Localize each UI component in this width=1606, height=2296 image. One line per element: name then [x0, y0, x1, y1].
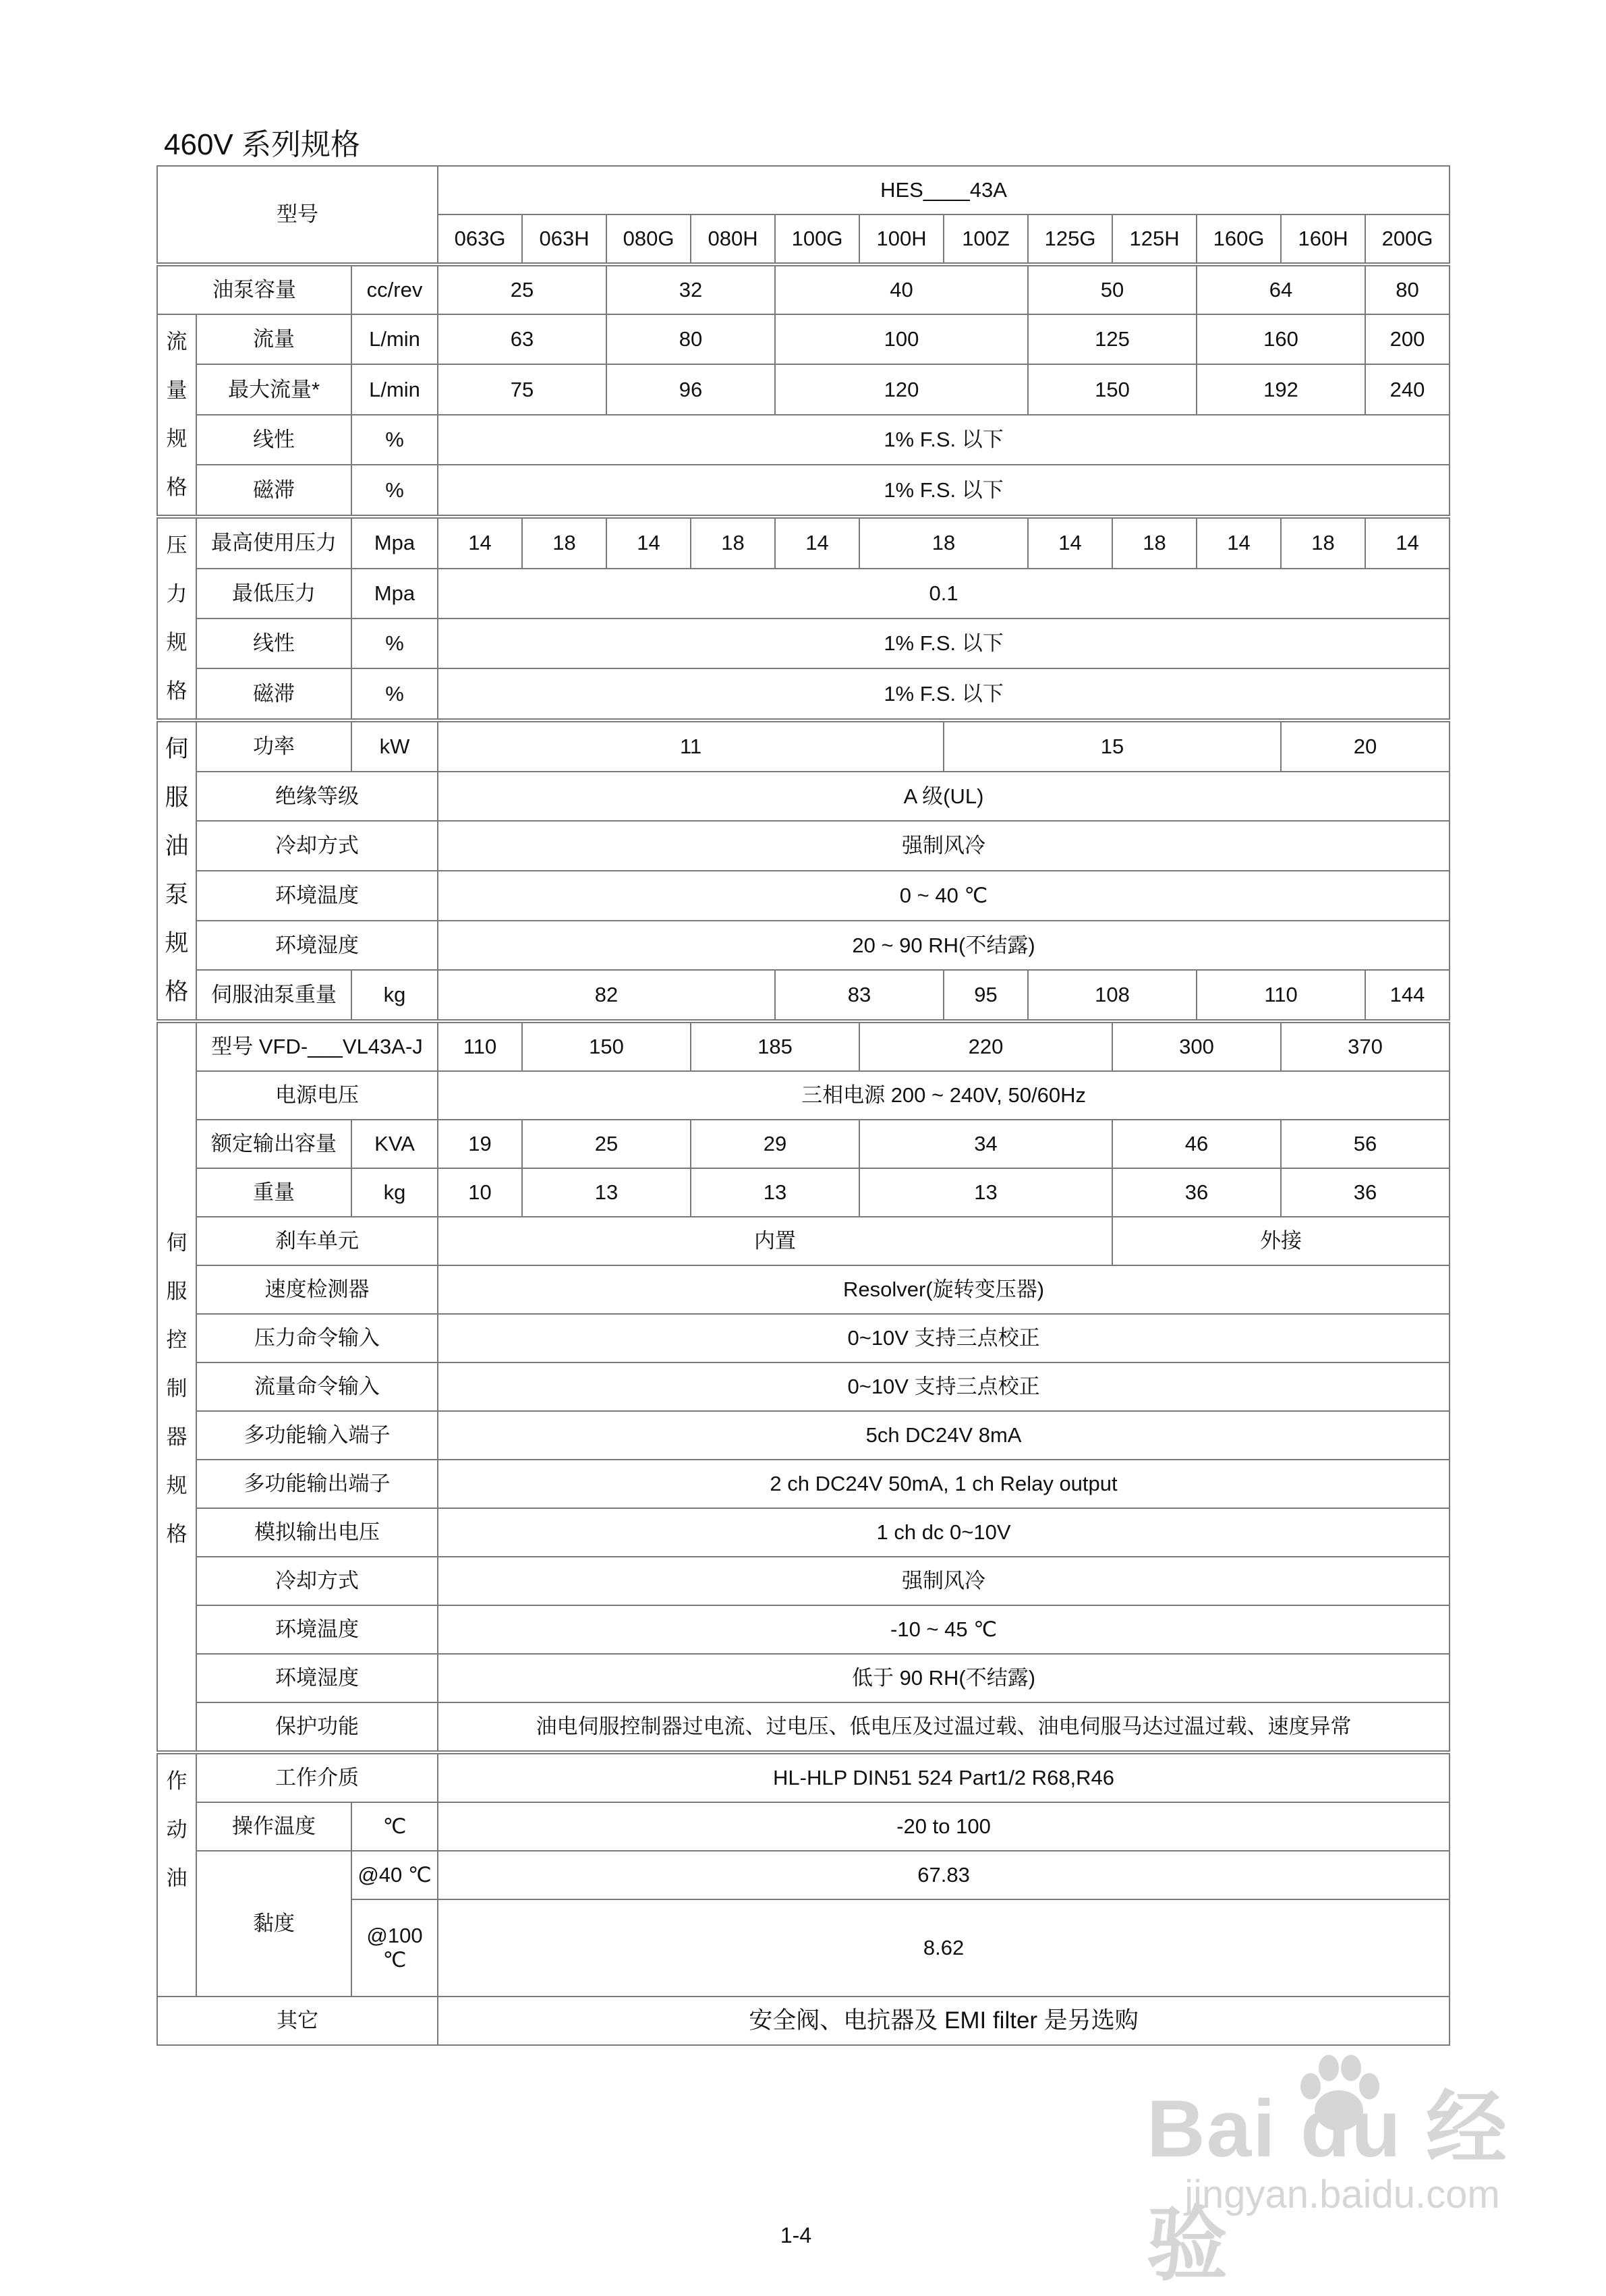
- row-label: 重量: [196, 1168, 351, 1217]
- category-pressure: 压力规格: [157, 517, 196, 720]
- model-code: 100Z: [944, 214, 1028, 264]
- row-pump-humidity: [157, 921, 1450, 971]
- cell-value: A 级(UL): [438, 772, 1450, 822]
- cell-value: 80: [606, 314, 775, 364]
- row-label: 流量: [196, 314, 351, 364]
- cell-value: 19: [438, 1120, 522, 1168]
- row-multi-in: [157, 1411, 1450, 1460]
- cell-value: 11: [438, 720, 944, 772]
- row-protection: [157, 1702, 1450, 1752]
- watermark: [1106, 2037, 1578, 2290]
- row-pressure-cmd: [157, 1314, 1450, 1362]
- category-oil: 作动油: [157, 1752, 196, 1997]
- cell-value: 150: [522, 1021, 691, 1071]
- model-series: HES____43A: [438, 166, 1450, 214]
- watermark-url: jingyan.baidu.com: [1184, 2173, 1500, 2216]
- cell-value: 192: [1197, 364, 1365, 414]
- cell-value: 1% F.S. 以下: [438, 415, 1450, 465]
- cell-value: 8.62: [438, 1899, 1450, 1997]
- model-code: 160H: [1281, 214, 1365, 264]
- category-servo-pump: 伺服油泵规格: [157, 720, 196, 1021]
- cell-value: 0~10V 支持三点校正: [438, 1314, 1450, 1362]
- cell-value: 36: [1112, 1168, 1281, 1217]
- cell-value: 0.1: [438, 569, 1450, 619]
- row-pump-capacity: [157, 264, 1450, 314]
- row-unit: L/min: [351, 314, 438, 364]
- cell-value: 14: [1365, 517, 1450, 569]
- row-label: 多功能输出端子: [196, 1460, 438, 1508]
- cell-value: 95: [944, 970, 1028, 1021]
- cell-value: 63: [438, 314, 606, 364]
- row-flow-hysteresis: [157, 465, 1450, 517]
- cell-value: 0 ~ 40 ℃: [438, 871, 1450, 921]
- row-unit: L/min: [351, 364, 438, 414]
- cell-value: 96: [606, 364, 775, 414]
- row-insulation: [157, 772, 1450, 822]
- model-code: 080H: [691, 214, 775, 264]
- row-pressure-hysteresis: [157, 668, 1450, 720]
- row-pump-cooling: [157, 821, 1450, 871]
- row-max-pressure: [157, 517, 1450, 569]
- cell-value: 29: [691, 1120, 859, 1168]
- row-unit: %: [351, 619, 438, 668]
- header-row-1: [157, 166, 1450, 214]
- row-speed-detector: [157, 1265, 1450, 1314]
- row-label: 环境湿度: [196, 1654, 438, 1702]
- row-controller-weight: [157, 1168, 1450, 1217]
- row-output-capacity: [157, 1120, 1450, 1168]
- cell-value: 160: [1197, 314, 1365, 364]
- row-label: 工作介质: [196, 1752, 438, 1802]
- cell-value: 240: [1365, 364, 1450, 414]
- row-op-temp: [157, 1802, 1450, 1851]
- row-label: 流量命令输入: [196, 1362, 438, 1411]
- cell-value: 108: [1028, 970, 1197, 1021]
- row-controller-model: [157, 1021, 1450, 1071]
- cell-value: 5ch DC24V 8mA: [438, 1411, 1450, 1460]
- cell-value: 25: [522, 1120, 691, 1168]
- row-label: 环境温度: [196, 1605, 438, 1654]
- row-label: 环境湿度: [196, 921, 438, 971]
- cell-value: 34: [859, 1120, 1112, 1168]
- row-label: 其它: [157, 1997, 438, 2045]
- cell-value: Resolver(旋转变压器): [438, 1265, 1450, 1314]
- cell-value: 370: [1281, 1021, 1450, 1071]
- cell-value: 46: [1112, 1120, 1281, 1168]
- row-unit: ℃: [351, 1802, 438, 1851]
- row-unit: kg: [351, 970, 438, 1021]
- row-label: 电源电压: [196, 1071, 438, 1120]
- page-number: 1-4: [780, 2223, 812, 2247]
- model-code: 063H: [522, 214, 606, 264]
- cell-value: 185: [691, 1021, 859, 1071]
- cell-value: 1% F.S. 以下: [438, 619, 1450, 668]
- row-pump-temp: [157, 871, 1450, 921]
- cell-value: 56: [1281, 1120, 1450, 1168]
- cell-value: 67.83: [438, 1851, 1450, 1899]
- row-unit: cc/rev: [351, 264, 438, 314]
- model-code: 160G: [1197, 214, 1281, 264]
- row-max-flow: [157, 364, 1450, 414]
- row-label: 模拟输出电压: [196, 1508, 438, 1557]
- cell-value: 36: [1281, 1168, 1450, 1217]
- cell-value: 144: [1365, 970, 1450, 1021]
- cell-value: 80: [1365, 264, 1450, 314]
- row-viscosity-40: [157, 1851, 1450, 1899]
- row-multi-out: [157, 1460, 1450, 1508]
- cell-value: 1 ch dc 0~10V: [438, 1508, 1450, 1557]
- cell-value: 300: [1112, 1021, 1281, 1071]
- row-flow: [157, 314, 1450, 364]
- cell-value: 安全阀、电抗器及 EMI filter 是另选购: [438, 1997, 1450, 2045]
- model-code: 100H: [859, 214, 944, 264]
- cell-value: 强制风冷: [438, 821, 1450, 871]
- model-label: 型号: [157, 166, 438, 264]
- cell-value: 18: [522, 517, 606, 569]
- row-label: 伺服油泵重量: [196, 970, 351, 1021]
- model-code: 200G: [1365, 214, 1450, 264]
- row-label: 额定输出容量: [196, 1120, 351, 1168]
- row-label: 黏度: [196, 1851, 351, 1997]
- row-min-pressure: [157, 569, 1450, 619]
- cell-value: 64: [1197, 264, 1365, 314]
- row-unit: kg: [351, 1168, 438, 1217]
- row-analog-out: [157, 1508, 1450, 1557]
- row-label: 环境温度: [196, 871, 438, 921]
- row-label: 刹车单元: [196, 1217, 438, 1265]
- cell-value: 75: [438, 364, 606, 414]
- cell-value: 82: [438, 970, 775, 1021]
- cell-value: -20 to 100: [438, 1802, 1450, 1851]
- cell-value: 20: [1281, 720, 1450, 772]
- row-unit: Mpa: [351, 569, 438, 619]
- cell-value: 120: [775, 364, 1028, 414]
- cell-value: 外接: [1112, 1217, 1450, 1265]
- model-code: 100G: [775, 214, 859, 264]
- cell-value: 40: [775, 264, 1028, 314]
- model-code: 125H: [1112, 214, 1197, 264]
- cell-value: 14: [438, 517, 522, 569]
- category-flow: 流量规格: [157, 314, 196, 517]
- cell-value: 125: [1028, 314, 1197, 364]
- row-label: 速度检测器: [196, 1265, 438, 1314]
- row-label: 冷却方式: [196, 1557, 438, 1605]
- cell-value: 15: [944, 720, 1281, 772]
- model-code: 125G: [1028, 214, 1112, 264]
- row-power: [157, 720, 1450, 772]
- page-title: 460V 系列规格: [164, 128, 360, 161]
- row-label: 压力命令输入: [196, 1314, 438, 1362]
- row-flow-linearity: [157, 415, 1450, 465]
- row-unit: @100 ℃: [351, 1899, 438, 1997]
- cell-value: 150: [1028, 364, 1197, 414]
- cell-value: 32: [606, 264, 775, 314]
- row-unit: %: [351, 415, 438, 465]
- cell-value: 14: [606, 517, 691, 569]
- cell-value: 强制风冷: [438, 1557, 1450, 1605]
- cell-value: 13: [691, 1168, 859, 1217]
- cell-value: 14: [775, 517, 859, 569]
- row-unit: @40 ℃: [351, 1851, 438, 1899]
- category-controller: 伺服控制器规格: [157, 1021, 196, 1752]
- cell-value: 110: [1197, 970, 1365, 1021]
- row-viscosity-100: [157, 1899, 1450, 1997]
- row-label: 操作温度: [196, 1802, 351, 1851]
- row-unit: %: [351, 465, 438, 517]
- cell-value: -10 ~ 45 ℃: [438, 1605, 1450, 1654]
- row-label: 最低压力: [196, 569, 351, 619]
- row-voltage: [157, 1071, 1450, 1120]
- cell-value: 50: [1028, 264, 1197, 314]
- row-label: 多功能输入端子: [196, 1411, 438, 1460]
- row-medium: [157, 1752, 1450, 1802]
- row-controller-temp: [157, 1605, 1450, 1654]
- cell-value: 220: [859, 1021, 1112, 1071]
- cell-value: 25: [438, 264, 606, 314]
- watermark-brand: Bai du 经验: [1147, 2084, 1509, 2290]
- cell-value: 1% F.S. 以下: [438, 668, 1450, 720]
- cell-value: HL-HLP DIN51 524 Part1/2 R68,R46: [438, 1752, 1450, 1802]
- model-code: 080G: [606, 214, 691, 264]
- cell-value: 18: [859, 517, 1028, 569]
- cell-value: 三相电源 200 ~ 240V, 50/60Hz: [438, 1071, 1450, 1120]
- cell-value: 低于 90 RH(不结露): [438, 1654, 1450, 1702]
- row-flow-cmd: [157, 1362, 1450, 1411]
- row-label: 磁滞: [196, 465, 351, 517]
- row-label: 型号 VFD-___VL43A-J: [196, 1021, 438, 1071]
- cell-value: 10: [438, 1168, 522, 1217]
- cell-value: 83: [775, 970, 944, 1021]
- row-label: 磁滞: [196, 668, 351, 720]
- cell-value: 内置: [438, 1217, 1112, 1265]
- row-unit: %: [351, 668, 438, 720]
- row-label: 保护功能: [196, 1702, 438, 1752]
- cell-value: 18: [691, 517, 775, 569]
- row-label: 线性: [196, 415, 351, 465]
- row-label: 油泵容量: [157, 264, 351, 314]
- cell-value: 18: [1112, 517, 1197, 569]
- cell-value: 100: [775, 314, 1028, 364]
- model-code: 063G: [438, 214, 522, 264]
- cell-value: 13: [859, 1168, 1112, 1217]
- cell-value: 1% F.S. 以下: [438, 465, 1450, 517]
- spec-table: [156, 165, 1450, 2046]
- row-unit: KVA: [351, 1120, 438, 1168]
- row-controller-cooling: [157, 1557, 1450, 1605]
- row-controller-humidity: [157, 1654, 1450, 1702]
- cell-value: 18: [1281, 517, 1365, 569]
- cell-value: 14: [1197, 517, 1281, 569]
- row-label: 线性: [196, 619, 351, 668]
- row-unit: Mpa: [351, 517, 438, 569]
- cell-value: 13: [522, 1168, 691, 1217]
- row-brake: [157, 1217, 1450, 1265]
- cell-value: 油电伺服控制器过电流、过电压、低电压及过温过载、油电伺服马达过温过载、速度异常: [438, 1702, 1450, 1752]
- cell-value: 2 ch DC24V 50mA, 1 ch Relay output: [438, 1460, 1450, 1508]
- row-label: 功率: [196, 720, 351, 772]
- row-label: 绝缘等级: [196, 772, 438, 822]
- row-unit: kW: [351, 720, 438, 772]
- row-pump-weight: [157, 970, 1450, 1021]
- cell-value: 110: [438, 1021, 522, 1071]
- cell-value: 20 ~ 90 RH(不结露): [438, 921, 1450, 971]
- row-label: 最高使用压力: [196, 517, 351, 569]
- row-pressure-linearity: [157, 619, 1450, 668]
- cell-value: 14: [1028, 517, 1112, 569]
- row-label: 冷却方式: [196, 821, 438, 871]
- cell-value: 200: [1365, 314, 1450, 364]
- cell-value: 0~10V 支持三点校正: [438, 1362, 1450, 1411]
- row-label: 最大流量*: [196, 364, 351, 414]
